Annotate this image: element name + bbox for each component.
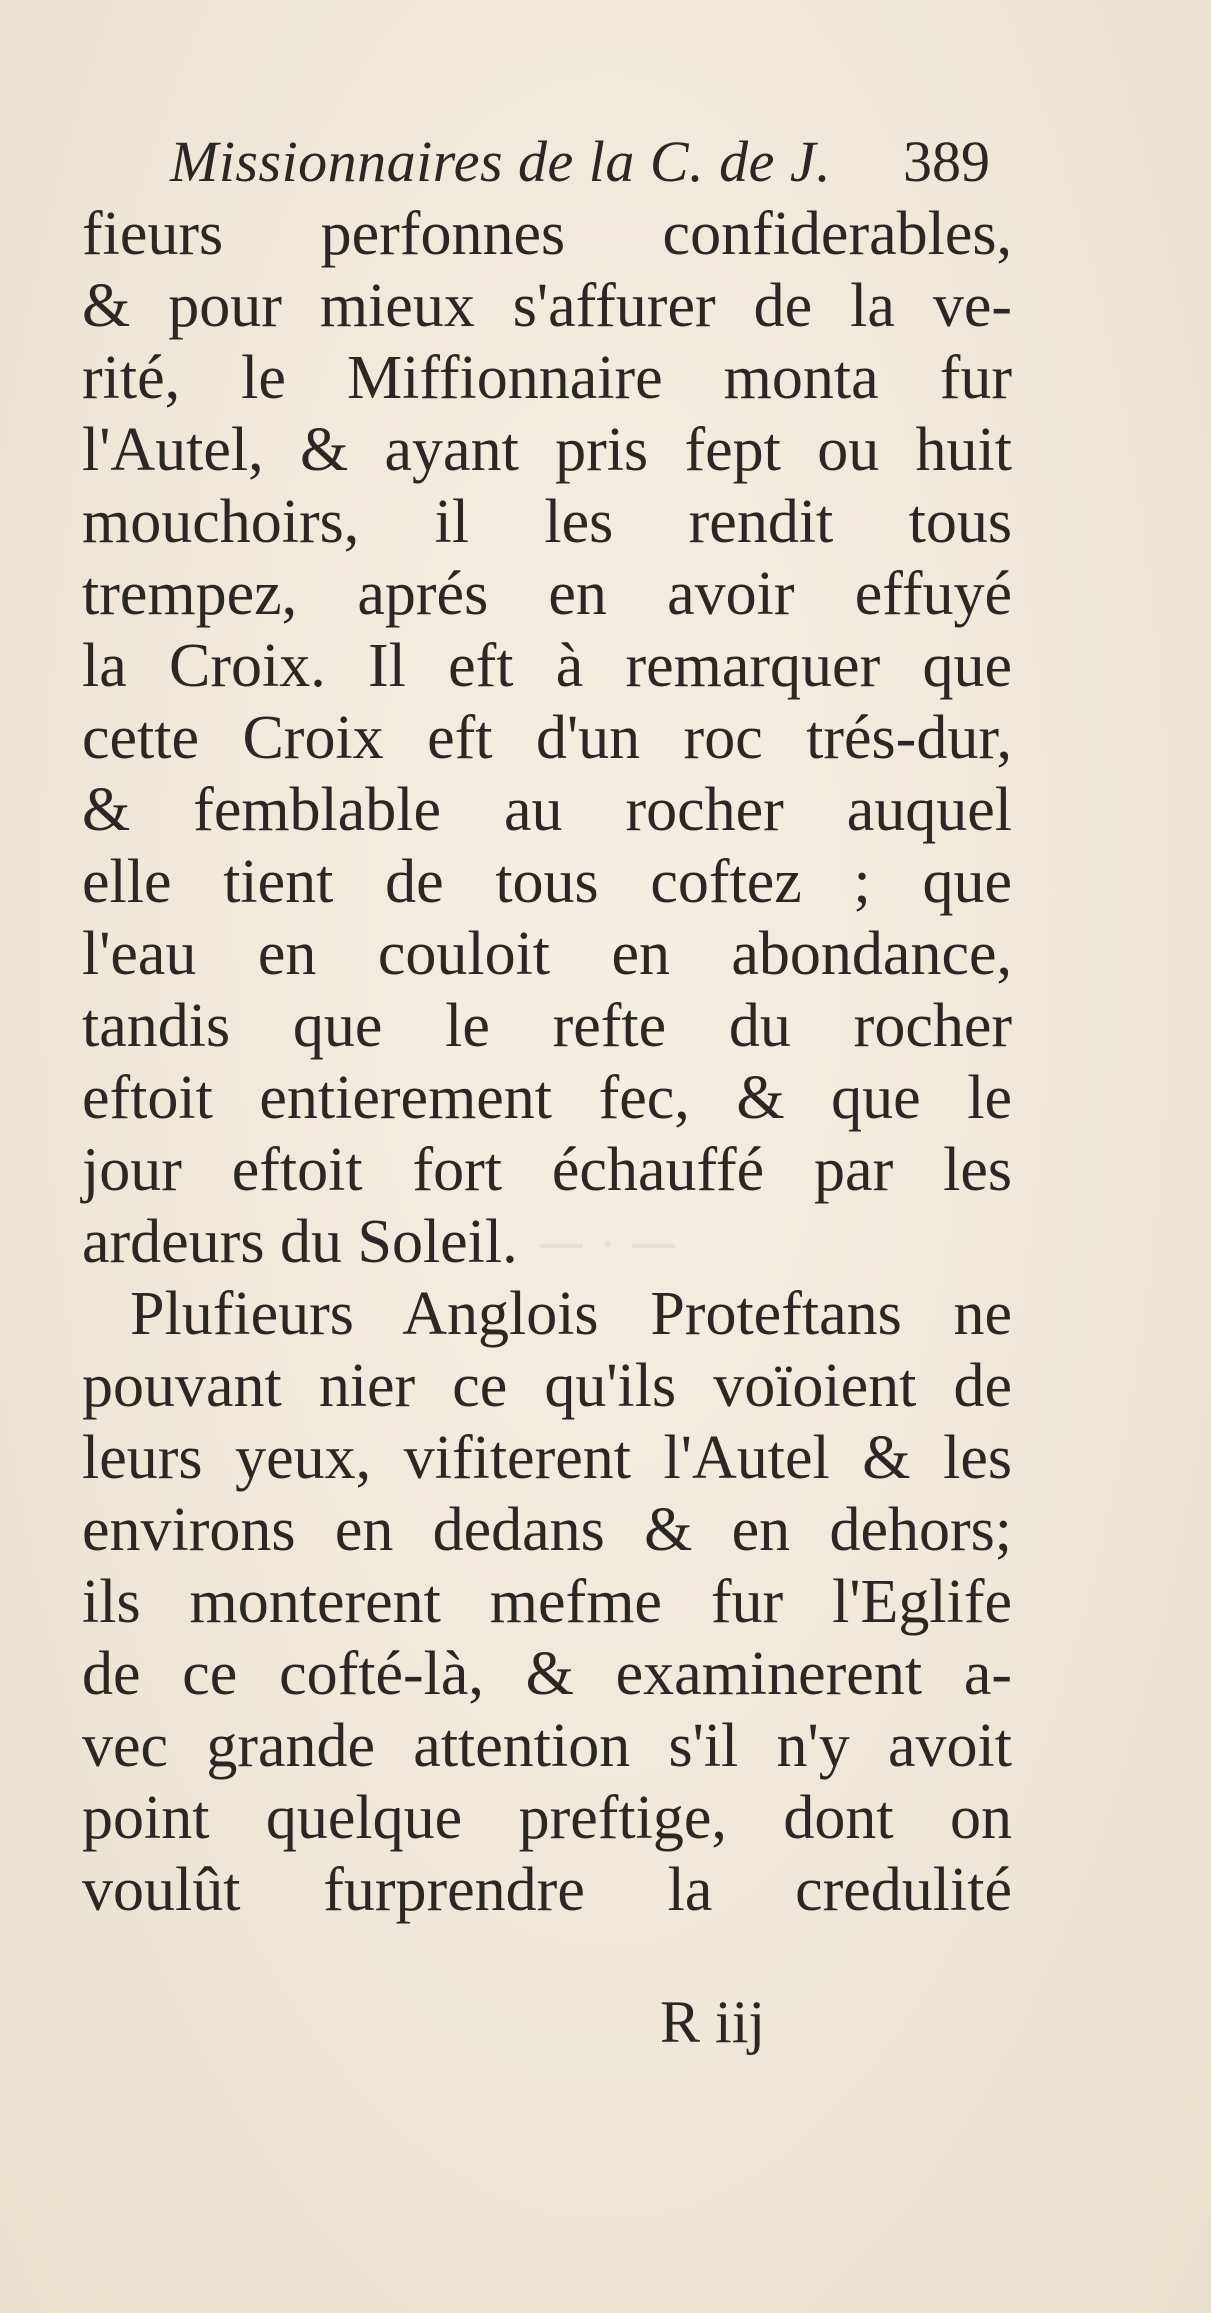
text-line: l'Autel, & ayant pris fept ou huit	[82, 416, 1012, 484]
text-line: de ce cofté-là, & examinerent a-	[82, 1640, 1012, 1708]
running-head: Missionnaires de la C. de J.	[170, 129, 832, 194]
signature-mark: R iij	[660, 1989, 766, 2055]
text-line: vec grande attention s'il n'y avoit	[82, 1712, 1012, 1780]
text-line: leurs yeux, vifiterent l'Autel & les	[82, 1424, 1012, 1492]
text-line: trempez, aprés en avoir effuyé	[82, 560, 1012, 628]
show-through-text: ─ · ─	[540, 1211, 675, 1277]
text-line: point quelque preftige, dont on	[82, 1784, 1012, 1852]
page-number: 389	[903, 129, 990, 194]
text-line: eftoit entierement fec, & que le	[82, 1064, 1012, 1132]
text-line: l'eau en couloit en abondance,	[82, 920, 1012, 988]
text-line: pouvant nier ce qu'ils voïoient de	[82, 1352, 1012, 1420]
body-text	[82, 198, 1012, 1926]
text-line: fieurs perfonnes confiderables,	[82, 200, 1012, 268]
text-line: mouchoirs, il les rendit tous	[82, 488, 1012, 556]
text-line: cette Croix eft d'un roc trés-dur,	[82, 704, 1012, 772]
text-line: la Croix. Il eft à remarquer que	[82, 632, 1012, 700]
page-header	[170, 128, 990, 208]
text-line: rité, le Miffionnaire monta fur	[82, 344, 1012, 412]
text-line: jour eftoit fort échauffé par les	[82, 1136, 1012, 1204]
text-line: & femblable au rocher auquel	[82, 776, 1012, 844]
paragraph-first-line: Plufieurs Anglois Proteftans ne	[130, 1280, 1012, 1348]
text-line: environs en dedans & en dehors;	[82, 1496, 1012, 1564]
text-line: & pour mieux s'affurer de la ve-	[82, 272, 1012, 340]
text-line: ils monterent mefme fur l'Eglife	[82, 1568, 1012, 1636]
text-line: ardeurs du Soleil.	[82, 1208, 518, 1276]
text-line: tandis que le refte du rocher	[82, 992, 1012, 1060]
text-line: elle tient de tous coftez ; que	[82, 848, 1012, 916]
text-line: voulût furprendre la credulité	[82, 1856, 1012, 1924]
